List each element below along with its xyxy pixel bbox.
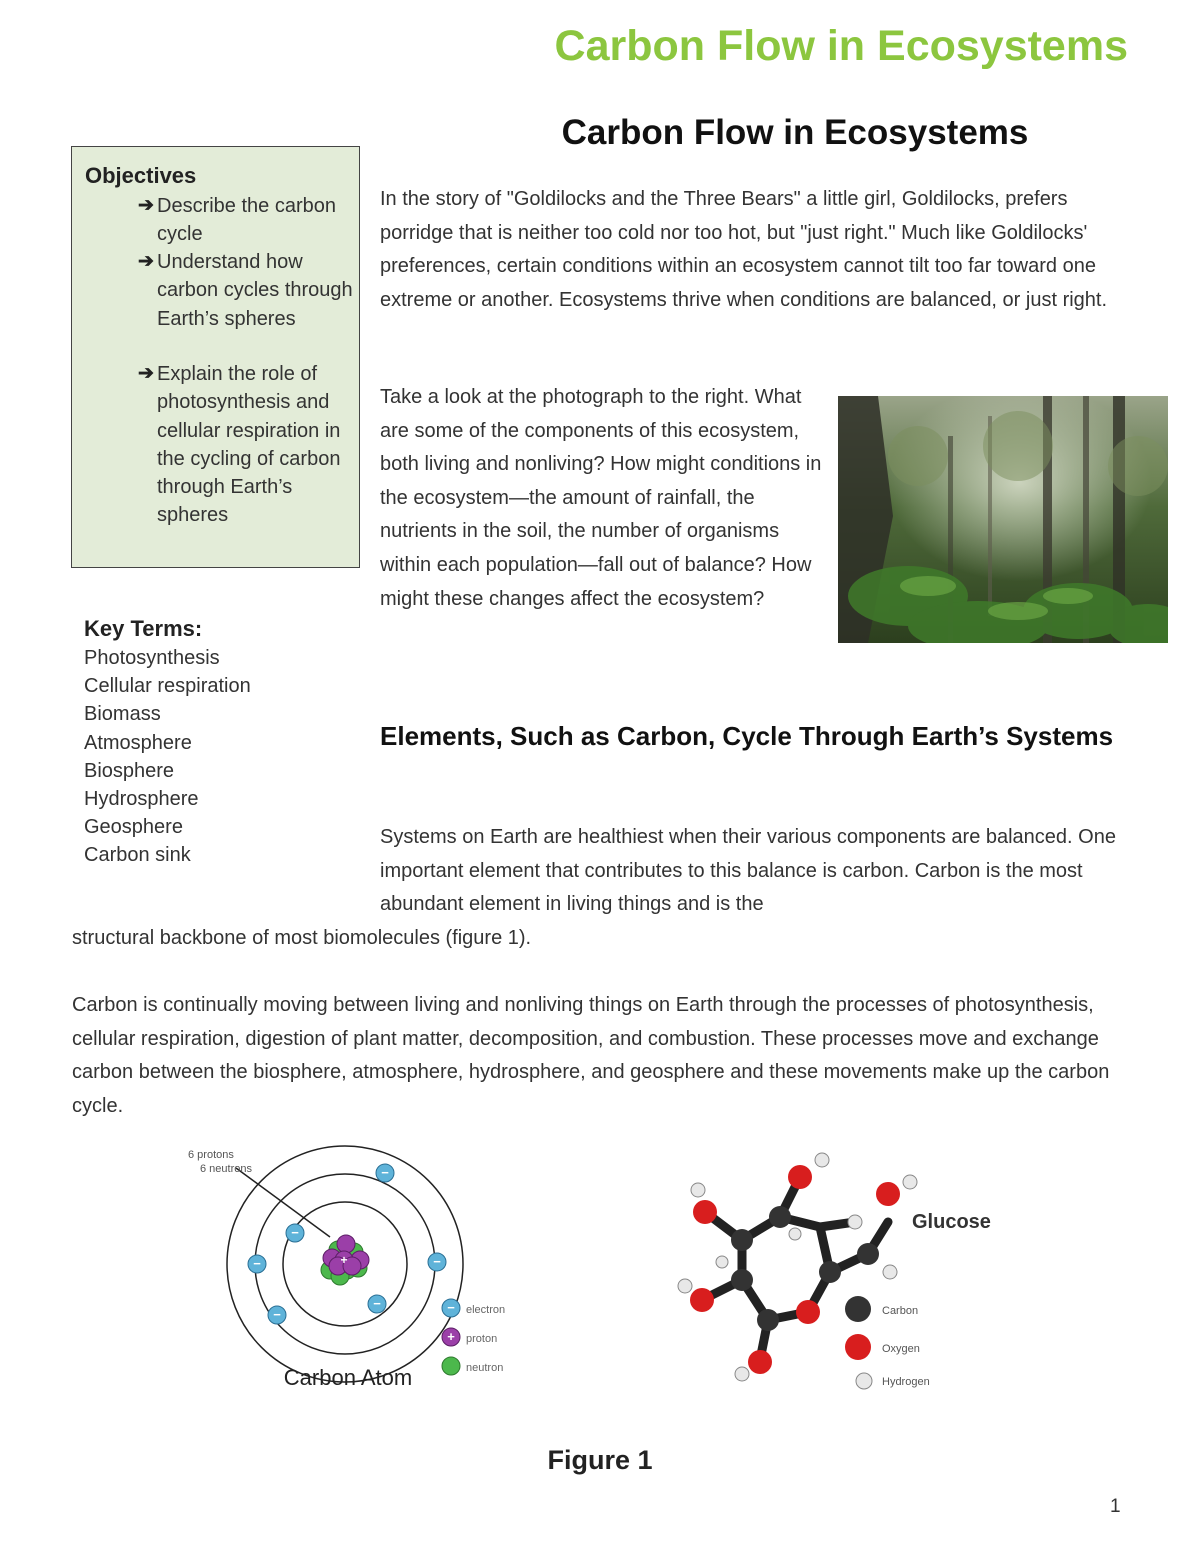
legend-oxygen-swatch xyxy=(845,1334,871,1360)
arrow-icon: ➔ xyxy=(138,251,154,272)
systems-paragraph xyxy=(72,821,1132,955)
key-term: Cellular respiration xyxy=(84,675,251,698)
nucleus-label-neutrons: 6 neutrons xyxy=(200,1163,252,1175)
arrow-icon: ➔ xyxy=(138,195,154,216)
legend-hydrogen-label: Hydrogen xyxy=(882,1376,930,1388)
svg-text:+: + xyxy=(340,1253,348,1267)
photo-question-paragraph: Take a look at the photograph to the right. What are some of the components of this ecosystem, both living and nonliving? How might conditions in the ecosystem—the amount of rainfall, the nutrients in the soil, the number of organisms within each population—fall out of balance? How might these changes affect the ecosystem? xyxy=(380,386,822,610)
atom-title: Carbon Atom xyxy=(283,1365,413,1390)
figure-caption: Figure 1 xyxy=(547,1445,653,1475)
svg-text:−: − xyxy=(373,1296,381,1311)
svg-text:−: − xyxy=(273,1307,281,1322)
atom-legend xyxy=(442,1299,505,1375)
key-term: Carbon sink xyxy=(84,844,191,867)
carbon-atom-diagram xyxy=(170,1142,530,1402)
svg-text:−: − xyxy=(447,1300,455,1315)
banner-title: Carbon Flow in Ecosystems xyxy=(554,22,1128,70)
key-term: Geosphere xyxy=(84,816,183,839)
key-term: Atmosphere xyxy=(84,731,192,754)
legend-electron-label: electron xyxy=(466,1304,506,1316)
legend-hydrogen-swatch xyxy=(856,1373,872,1389)
svg-text:−: − xyxy=(253,1256,261,1271)
legend-carbon-swatch xyxy=(845,1296,871,1322)
page-title: Carbon Flow in Ecosystems xyxy=(561,113,1029,152)
objectives-box xyxy=(71,146,360,568)
objective-item: ➔ Describe the carbon cycle xyxy=(104,192,364,249)
arrow-icon: ➔ xyxy=(138,363,154,384)
glucose-title: Glucose xyxy=(912,1211,991,1233)
svg-text:+: + xyxy=(447,1329,455,1344)
glucose-legend xyxy=(845,1296,930,1389)
nucleus-label-protons: 6 protons xyxy=(188,1149,234,1161)
glucose-bonds xyxy=(702,1177,888,1360)
objective-item: ➔ Understand how carbon cycles through Earth’s spheres xyxy=(104,248,364,333)
objectives-heading: Objectives xyxy=(85,163,197,188)
legend-carbon-label: Carbon xyxy=(882,1305,919,1317)
key-term: Biomass xyxy=(84,703,161,726)
key-term: Hydrosphere xyxy=(84,788,199,811)
nucleus xyxy=(321,1235,369,1285)
key-term: Biosphere xyxy=(84,759,175,782)
systems-paragraph-continued: structural backbone of most biomolecules (figure 1). xyxy=(72,926,532,949)
legend-proton-label: proton xyxy=(466,1333,498,1345)
forest-photo xyxy=(838,396,1168,643)
legend-neutron-swatch xyxy=(442,1357,460,1375)
objective-item: ➔ Explain the role of photosynthesis and cellular respiration in the cycling of carbon through Earth’s spheres xyxy=(104,360,364,530)
intro-paragraph: In the story of "Goldilocks and the Three Bears" a little girl, Goldilocks, prefers porridge that is neither too cold nor too hot, but "just right." Much like Goldilocks' preferences, certain conditions within an ecosystem cannot tilt too far toward one extreme or another. Ecosystems thrive when conditions are balanced, or just right. xyxy=(380,188,1108,311)
systems-paragraph-indented: Systems on Earth are healthiest when their various components are balanced. One important element that contributes to this balance is carbon. Carbon is the most abundant element in living things and is the xyxy=(380,826,1116,916)
page-number: 1 xyxy=(1110,1496,1121,1517)
legend-neutron-label: neutron xyxy=(466,1362,504,1374)
key-term: Photosynthesis xyxy=(84,647,220,669)
svg-text:−: − xyxy=(433,1254,441,1269)
svg-text:−: − xyxy=(381,1165,389,1180)
section-heading: Elements, Such as Carbon, Cycle Through Earth’s Systems xyxy=(380,721,1114,751)
svg-text:−: − xyxy=(291,1225,299,1240)
carbon-cycle-paragraph: Carbon is continually moving between living and nonliving things on Earth through the processes of photosynthesis, cellular respiration, digestion of plant matter, decomposition, and combustion. These processes move and exchange carbon between the biosphere, atmosphere, hydrosphere, and geosphere and these movements make up the carbon cycle. xyxy=(72,994,1110,1117)
glucose-molecule-diagram xyxy=(650,1142,1020,1412)
legend-oxygen-label: Oxygen xyxy=(882,1343,920,1355)
key-terms-heading: Key Terms: xyxy=(84,616,203,641)
